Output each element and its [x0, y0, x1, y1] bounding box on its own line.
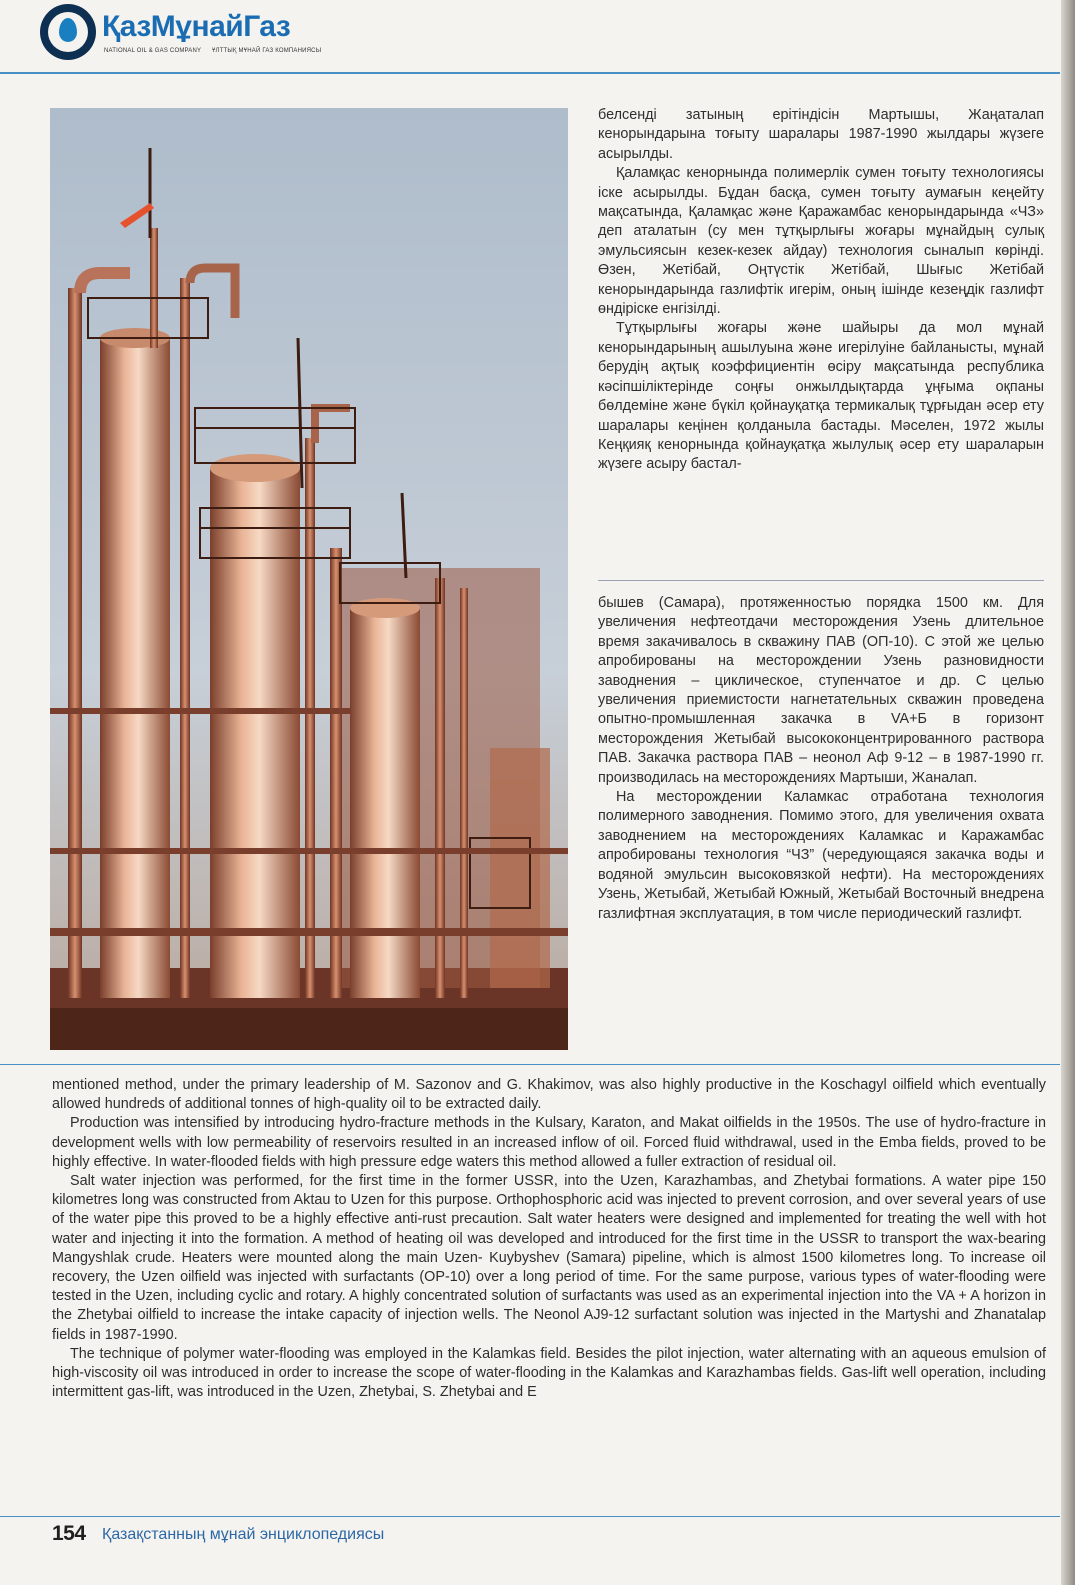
page-header — [0, 0, 1060, 74]
header-rule — [0, 72, 1060, 74]
logo-drop-icon — [40, 4, 96, 60]
paragraph: бышев (Самара), протяженностью порядка 1500 км. Для увеличения нефтеотдачи месторождения Узень длительное время закачивалось в скважину ПАВ (ОП-10). С этой же целью апробированы на месторождении Узень разновидности заводнения – циклическое, ступенчатое и др. С целью увеличения приемистости нагнетательных скважин проведена опытно-промышленная закачка в VA+Б в горизонт месторождения Жетыбай высококонцентрированного раствора ПАВ. Закачка раствора ПАВ – неонол Аф 9-12 – в 1987-1990 гг. производилась на месторождениях Мартыши, Жаналап. — [598, 595, 1044, 786]
kazakh-text-column — [598, 106, 1044, 475]
refinery-photo — [50, 108, 568, 1050]
paragraph: белсенді затының ерітіндісін Мартышы, Жаңаталап кенорындарына тоғыту шаралары 1987-1990 жылдары жүзеге асырылды. — [598, 107, 1044, 162]
paragraph: Қаламқас кенорнында полимерлік сумен тоғыту технологиясы іске асырылды. Бұдан басқа, сумен тоғыту аумағын кеңейту мақсатында, Қаламқас және Қаражамбас кенорындарында «ЧЗ» деп аталатын (су мен тұтқырлығы жоғары мұнайдың сулық эмульсиясын кезек-кезек айдау) технология сыналып көрінді. Өзен, Жетібай, Оңтүстік Жетібай, Шығыс Жетібай кенорындарында газлифтік игерім, оның ішінде кезеңдік газлифт өндіріске енгізілді. — [598, 165, 1044, 318]
logo-subtitle-kz: ҰЛТТЫҚ МҰНАЙ ГАЗ КОМПАНИЯСЫ — [212, 48, 322, 54]
company-logo — [40, 4, 330, 62]
paragraph: Salt water injection was performed, for the first time in the former USSR, into the Uzen, Karazhambas, and Zhetybai formations. A water pipe 150 kilometres long was constructed from Aktau to Uzen for this purpose. Orthophosphoric acid was injected to prevent corrosion, and over several years of use of the water pipe this proved to be a highly effective anti-rust precaution. Salt water heaters were designed and implemented for treating the well with hot water and injecting it into the formation. A method of heating oil was developed and introduced for the first time in the USSR to transport the wax-bearing Mangyshlak crude. Heaters were mounted along the main Uzen- Kuybyshev (Samara) pipeline, which is almost 1500 kilometres long. To increase oil recovery, the Uzen oilfield was injected with surfactants (OP-10) over a long period of time. For the same purpose, various types of water-flooding were tested in the Uzen, including cyclic and rotary. A highly concentrated solution of surfactants was used as an experimental injection into the VA + A horizon in the Zhetybai oilfield to increase the intake capacity of injection wells. The Neonol AJ9-12 surfactant solution was injected in the Martyshi and Zhanatalap fields in 1987-1990. — [52, 1173, 1046, 1343]
russian-text-column — [598, 594, 1044, 924]
paragraph: На месторождении Каламкас отработана технология полимерного заводнения. Помимо этого, для увеличения охвата заводнением на месторождениях Каламкас и Каражамбас апробированы технология “ЧЗ” (чередующаяся закачка воды и водяной эмульсин высоковязкой нефти). На месторождениях Узень, Жетыбай, Жетыбай Южный, Жетыбай Восточный внедрена газлифтная эксплуатация, в том числе периодический газлифт. — [598, 789, 1044, 922]
logo-name: ҚазМұнайГаз — [102, 10, 291, 43]
paragraph: mentioned method, under the primary leadership of M. Sazonov and G. Khakimov, was also highly productive in the Koschagyl oilfield which eventually allowed hundreds of additional tonnes of high-quality oil to be extracted daily. — [52, 1077, 1046, 1113]
page-number: 154 — [52, 1522, 86, 1545]
section-divider — [0, 1064, 1060, 1065]
logo-subtitle-en: NATIONAL OIL & GAS COMPANY — [104, 48, 202, 54]
footer-rule — [0, 1516, 1060, 1517]
page-edge — [1061, 0, 1075, 1585]
paragraph: Production was intensified by introducing hydro-fracture methods in the Kulsary, Karaton, and Makat oilfields in the 1950s. The use of hydro-fracture in development wells with low permeability of reservoirs resulted in an increased inflow of oil. Forced fluid withdrawal, used in the Emba fields, proved to be highly effective. In water-flooded fields with high pressure edge waters this method allowed a fuller extraction of residual oil. — [52, 1115, 1046, 1170]
paragraph: Тұтқырлығы жоғары және шайыры да мол мұнай кенорындарының ашылуына және игерілуіне байланысты, мұнай берудің ақтық коэффициентін өсіру мақсатында республика кәсіпшіліктерінде соңғы онжылдықтарда ұңғыма оқпаны бөлдеміне және бүкіл қойнауқатқа термикалық тұрғыдан әсер ету шаралары кеңінен қолданыла бастады. Мәселен, 1972 жылы Кеңқияқ кенорнында қойнауқатқа жылулық әсер ету шараларын жүзеге асыру бастал- — [598, 320, 1044, 473]
column-divider — [598, 580, 1044, 581]
paragraph: The technique of polymer water-flooding was employed in the Kalamkas field. Besides the pilot injection, water alternating with an aqueous emulsion of high-viscosity oil was introduced in order to increase the scope of water-flooding in the Kalamkas and Karazhambas fields. Gas-lift well operation, including intermittent gas-lift, was introduced in the Uzen, Zhetybai, S. Zhetybai and E — [52, 1345, 1046, 1401]
book-title: Қазақстанның мұнай энциклопедиясы — [102, 1526, 385, 1543]
english-text-block — [52, 1076, 1046, 1402]
